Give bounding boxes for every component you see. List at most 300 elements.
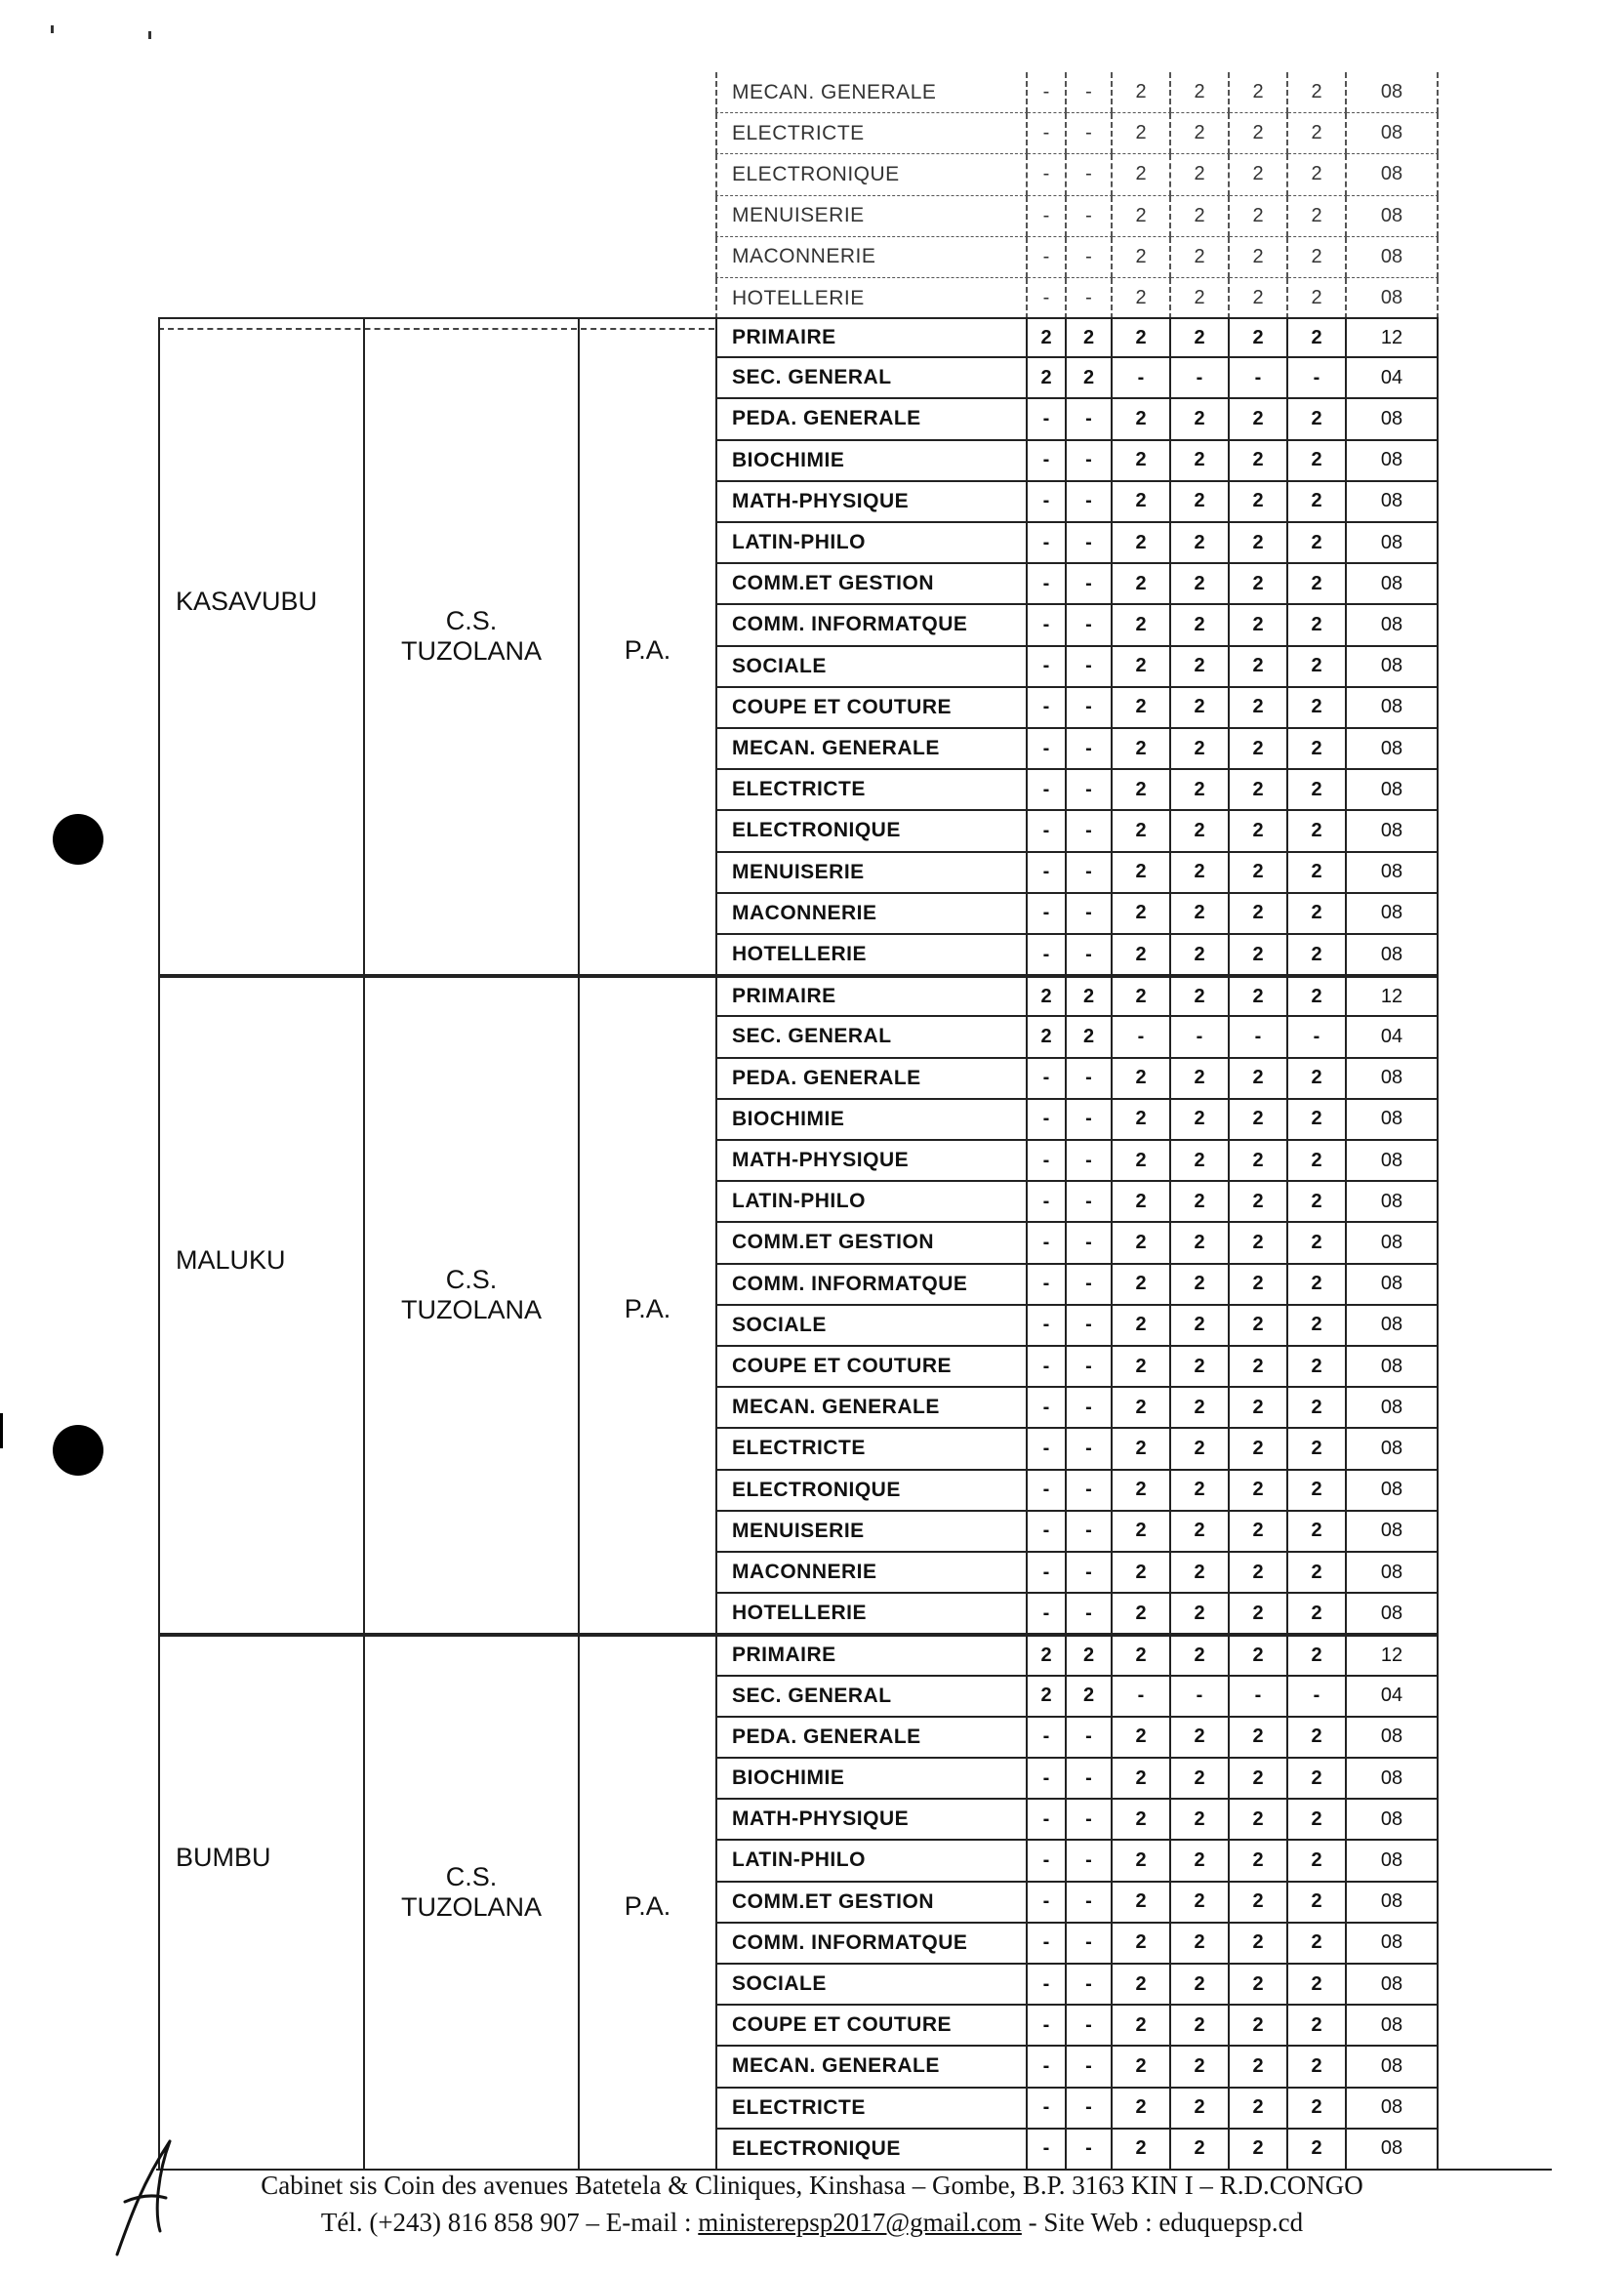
option-name-cell: SOCIALE	[715, 1306, 1028, 1347]
grade-count-cell: -	[1028, 2130, 1067, 2171]
grade-count-cell: 2	[1171, 72, 1230, 113]
grade-count-cell: 2	[1288, 113, 1347, 154]
total-cell: 08	[1347, 1100, 1439, 1141]
grade-count-cell: 2	[1288, 1059, 1347, 1100]
total-cell: 08	[1347, 647, 1439, 688]
grade-count-cell: 2	[1288, 894, 1347, 935]
total-cell: 04	[1347, 358, 1439, 399]
footer-contact	[0, 2208, 1624, 2238]
option-name-cell: MECAN. GENERALE	[715, 1388, 1028, 1429]
grade-count-cell: 2	[1113, 688, 1171, 729]
grade-count-cell: 2	[1113, 482, 1171, 523]
grade-count-cell: -	[1067, 196, 1113, 237]
option-name-cell: MECAN. GENERALE	[715, 729, 1028, 770]
grade-count-cell: -	[1028, 605, 1067, 646]
grade-count-cell: 2	[1113, 2006, 1171, 2047]
grade-count-cell: 2	[1230, 1182, 1288, 1223]
grade-count-cell: 2	[1288, 441, 1347, 482]
grade-count-cell: 2	[1171, 1924, 1230, 1965]
total-cell: 08	[1347, 154, 1439, 195]
option-name-cell: COUPE ET COUTURE	[715, 688, 1028, 729]
grade-count-cell: -	[1028, 1759, 1067, 1800]
regime-cell	[578, 317, 715, 976]
grade-count-cell: -	[1028, 72, 1067, 113]
total-cell: 08	[1347, 729, 1439, 770]
grade-count-cell: 2	[1171, 154, 1230, 195]
grade-count-cell: -	[1028, 1223, 1067, 1264]
school-name: C.S. TUZOLANA	[400, 605, 543, 666]
grade-count-cell: -	[1067, 1141, 1113, 1182]
option-name-cell: PRIMAIRE	[715, 1635, 1028, 1676]
grade-count-cell: 2	[1288, 1512, 1347, 1553]
grade-count-cell: -	[1028, 278, 1067, 319]
grade-count-cell: 2	[1113, 72, 1171, 113]
grade-count-cell: -	[1028, 564, 1067, 605]
grade-count-cell: -	[1028, 1141, 1067, 1182]
regime-label: P.A.	[624, 1890, 671, 1921]
grade-count-cell: 2	[1171, 894, 1230, 935]
grade-count-cell: -	[1067, 1553, 1113, 1594]
option-name-cell: MECAN. GENERALE	[715, 2047, 1028, 2088]
option-name-cell: MACONNERIE	[715, 1553, 1028, 1594]
regime-cell	[578, 1635, 715, 2171]
grade-count-cell: -	[1067, 770, 1113, 811]
grade-count-cell: -	[1028, 482, 1067, 523]
grade-count-cell: 2	[1171, 399, 1230, 440]
grade-count-cell: 2	[1113, 976, 1171, 1017]
grade-count-cell: 2	[1288, 1182, 1347, 1223]
option-name-cell: SOCIALE	[715, 1965, 1028, 2006]
footer-contact-prefix: Tél. (+243) 816 858 907 – E-mail :	[320, 2208, 699, 2237]
footer-address: Cabinet sis Coin des avenues Batetela & Cliniques, Kinshasa – Gombe, B.P. 3163 KIN I – R.D.CONGO	[261, 2171, 1363, 2200]
grade-count-cell: 2	[1113, 1100, 1171, 1141]
grade-count-cell: 2	[1230, 1512, 1288, 1553]
total-cell: 08	[1347, 1429, 1439, 1470]
grade-count-cell: -	[1067, 1265, 1113, 1306]
grade-count-cell: 2	[1113, 1965, 1171, 2006]
grade-count-cell: 2	[1230, 770, 1288, 811]
grade-count-cell: -	[1067, 1471, 1113, 1512]
grade-count-cell: 2	[1288, 482, 1347, 523]
grade-count-cell: 2	[1230, 1553, 1288, 1594]
total-cell: 08	[1347, 2089, 1439, 2130]
grade-count-cell: -	[1028, 1265, 1067, 1306]
grade-count-cell: 2	[1230, 154, 1288, 195]
total-cell: 08	[1347, 770, 1439, 811]
total-cell: 08	[1347, 1182, 1439, 1223]
grade-count-cell: 2	[1230, 976, 1288, 1017]
option-name-cell: MENUISERIE	[715, 1512, 1028, 1553]
option-name-cell: MACONNERIE	[715, 894, 1028, 935]
footer-email-link[interactable]: ministerepsp2017@gmail.com	[698, 2208, 1022, 2237]
grade-count-cell: -	[1028, 1471, 1067, 1512]
grade-count-cell: -	[1067, 729, 1113, 770]
total-cell: 12	[1347, 317, 1439, 358]
grade-count-cell: -	[1067, 441, 1113, 482]
grade-count-cell: 2	[1230, 1883, 1288, 1924]
grade-count-cell: -	[1028, 2047, 1067, 2088]
commune-cell	[158, 317, 363, 976]
total-cell: 08	[1347, 1718, 1439, 1759]
option-name-cell: COMM.ET GESTION	[715, 1883, 1028, 1924]
grade-count-cell: 2	[1113, 1141, 1171, 1182]
grade-count-cell: 2	[1288, 399, 1347, 440]
grade-count-cell: 2	[1171, 1429, 1230, 1470]
grade-count-cell: 2	[1288, 523, 1347, 564]
option-name-cell: ELECTRICTE	[715, 770, 1028, 811]
total-cell: 08	[1347, 237, 1439, 278]
grade-count-cell: 2	[1028, 976, 1067, 1017]
grade-count-cell: 2	[1288, 317, 1347, 358]
grade-count-cell: 2	[1230, 2089, 1288, 2130]
total-cell: 08	[1347, 1141, 1439, 1182]
total-cell: 08	[1347, 1347, 1439, 1388]
grade-count-cell: 2	[1288, 2047, 1347, 2088]
grade-count-cell: 2	[1230, 853, 1288, 894]
grade-count-cell: 2	[1230, 894, 1288, 935]
grade-count-cell: 2	[1171, 770, 1230, 811]
grade-count-cell: -	[1067, 1512, 1113, 1553]
option-name-cell: ELECTRICTE	[715, 2089, 1028, 2130]
grade-count-cell: -	[1028, 1306, 1067, 1347]
grade-count-cell: 2	[1288, 647, 1347, 688]
total-cell: 08	[1347, 2006, 1439, 2047]
total-cell: 08	[1347, 1265, 1439, 1306]
total-cell: 08	[1347, 1223, 1439, 1264]
grade-count-cell: -	[1113, 1017, 1171, 1058]
grade-count-cell: -	[1028, 1059, 1067, 1100]
grade-count-cell: 2	[1288, 1718, 1347, 1759]
grade-count-cell: -	[1067, 1883, 1113, 1924]
grade-count-cell: 2	[1171, 1512, 1230, 1553]
grade-count-cell: -	[1067, 2089, 1113, 2130]
grade-count-cell: -	[1067, 688, 1113, 729]
grade-count-cell: 2	[1230, 1594, 1288, 1635]
total-cell: 08	[1347, 811, 1439, 852]
grade-count-cell: -	[1230, 358, 1288, 399]
grade-count-cell: -	[1028, 1388, 1067, 1429]
grade-count-cell: 2	[1171, 1759, 1230, 1800]
option-name-cell: LATIN-PHILO	[715, 1182, 1028, 1223]
total-cell: 08	[1347, 113, 1439, 154]
grade-count-cell: 2	[1113, 564, 1171, 605]
option-name-cell: COUPE ET COUTURE	[715, 2006, 1028, 2047]
grade-count-cell: 2	[1230, 237, 1288, 278]
grade-count-cell: -	[1028, 1594, 1067, 1635]
grade-count-cell: 2	[1230, 1429, 1288, 1470]
grade-count-cell: 2	[1288, 605, 1347, 646]
grade-count-cell: -	[1028, 935, 1067, 976]
grade-count-cell: 2	[1113, 441, 1171, 482]
grade-count-cell: -	[1230, 1677, 1288, 1718]
regime-label: P.A.	[624, 634, 671, 665]
school-cell	[363, 1635, 578, 2171]
grade-count-cell: 2	[1171, 1471, 1230, 1512]
grade-count-cell: -	[1067, 72, 1113, 113]
grade-count-cell: -	[1028, 770, 1067, 811]
grade-count-cell: 2	[1171, 317, 1230, 358]
option-name-cell: HOTELLERIE	[715, 1594, 1028, 1635]
commune-name: BUMBU	[176, 1842, 271, 1872]
grade-count-cell: 2	[1230, 1347, 1288, 1388]
school-cell	[363, 317, 578, 976]
grade-count-cell: 2	[1288, 976, 1347, 1017]
grade-count-cell: 2	[1288, 935, 1347, 976]
grade-count-cell: -	[1067, 237, 1113, 278]
grade-count-cell: 2	[1171, 1265, 1230, 1306]
grade-count-cell: -	[1067, 523, 1113, 564]
grade-count-cell: 2	[1113, 1265, 1171, 1306]
total-cell: 08	[1347, 935, 1439, 976]
total-cell: 08	[1347, 605, 1439, 646]
option-name-cell: BIOCHIMIE	[715, 441, 1028, 482]
grade-count-cell: 2	[1171, 729, 1230, 770]
grade-count-cell: 2	[1171, 1635, 1230, 1676]
grade-count-cell: 2	[1171, 523, 1230, 564]
grade-count-cell: 2	[1113, 399, 1171, 440]
option-name-cell: ELECTRONIQUE	[715, 811, 1028, 852]
grade-count-cell: 2	[1067, 317, 1113, 358]
total-cell: 08	[1347, 1759, 1439, 1800]
grade-count-cell: -	[1028, 399, 1067, 440]
option-name-cell: ELECTRICTE	[715, 113, 1028, 154]
grade-count-cell: 2	[1230, 113, 1288, 154]
grade-count-cell: -	[1067, 1223, 1113, 1264]
grade-count-cell: -	[1028, 688, 1067, 729]
option-name-cell: BIOCHIMIE	[715, 1100, 1028, 1141]
grade-count-cell: 2	[1113, 1388, 1171, 1429]
grade-count-cell: 2	[1028, 1635, 1067, 1676]
grade-count-cell: 2	[1067, 358, 1113, 399]
grade-count-cell: 2	[1171, 278, 1230, 319]
punch-hole-mark	[53, 1425, 103, 1476]
total-cell: 08	[1347, 399, 1439, 440]
option-name-cell: SEC. GENERAL	[715, 1677, 1028, 1718]
grade-count-cell: -	[1028, 1429, 1067, 1470]
option-name-cell: HOTELLERIE	[715, 935, 1028, 976]
grade-count-cell: 2	[1230, 1841, 1288, 1882]
grade-count-cell: -	[1067, 1594, 1113, 1635]
grade-count-cell: -	[1028, 196, 1067, 237]
option-name-cell: COMM. INFORMATQUE	[715, 1924, 1028, 1965]
grade-count-cell: 2	[1028, 317, 1067, 358]
grade-count-cell: -	[1113, 1677, 1171, 1718]
grade-count-cell: 2	[1113, 1924, 1171, 1965]
option-name-cell: COMM.ET GESTION	[715, 1223, 1028, 1264]
grade-count-cell: 2	[1171, 688, 1230, 729]
option-name-cell: MACONNERIE	[715, 237, 1028, 278]
commune-name: KASAVUBU	[176, 586, 318, 616]
grade-count-cell: 2	[1230, 1306, 1288, 1347]
grade-count-cell: 2	[1288, 196, 1347, 237]
option-name-cell: PEDA. GENERALE	[715, 399, 1028, 440]
school-name: C.S. TUZOLANA	[400, 1861, 543, 1922]
grade-count-cell: 2	[1113, 894, 1171, 935]
total-cell: 08	[1347, 1059, 1439, 1100]
commune-name: MALUKU	[176, 1244, 286, 1275]
grade-count-cell: 2	[1230, 1223, 1288, 1264]
grade-count-cell: 2	[1113, 1471, 1171, 1512]
option-name-cell: PRIMAIRE	[715, 976, 1028, 1017]
grade-count-cell: 2	[1288, 1141, 1347, 1182]
grade-count-cell: 2	[1171, 1347, 1230, 1388]
grade-count-cell: 2	[1171, 113, 1230, 154]
total-cell: 08	[1347, 196, 1439, 237]
grade-count-cell: 2	[1230, 564, 1288, 605]
grade-count-cell: -	[1028, 1800, 1067, 1841]
school-cell	[363, 976, 578, 1635]
option-name-cell: ELECTRONIQUE	[715, 154, 1028, 195]
school-name: C.S. TUZOLANA	[400, 1264, 543, 1324]
grade-count-cell: 2	[1288, 1635, 1347, 1676]
total-cell: 08	[1347, 278, 1439, 319]
grade-count-cell: 2	[1230, 1965, 1288, 2006]
grade-count-cell: -	[1028, 2006, 1067, 2047]
total-cell: 08	[1347, 523, 1439, 564]
grade-count-cell: -	[1067, 1965, 1113, 2006]
total-cell: 04	[1347, 1677, 1439, 1718]
grade-count-cell: 2	[1171, 1965, 1230, 2006]
grade-count-cell: 2	[1171, 976, 1230, 1017]
regime-cell	[578, 976, 715, 1635]
total-cell: 08	[1347, 1594, 1439, 1635]
grade-count-cell: -	[1288, 1677, 1347, 1718]
grade-count-cell: 2	[1288, 1800, 1347, 1841]
grade-count-cell: 2	[1288, 564, 1347, 605]
option-name-cell: SEC. GENERAL	[715, 1017, 1028, 1058]
grade-count-cell: -	[1067, 1182, 1113, 1223]
grade-count-cell: 2	[1171, 1388, 1230, 1429]
grade-count-cell: 2	[1171, 647, 1230, 688]
grade-count-cell: 2	[1288, 1100, 1347, 1141]
grade-count-cell: 2	[1288, 154, 1347, 195]
grade-count-cell: 2	[1230, 399, 1288, 440]
grade-count-cell: 2	[1171, 605, 1230, 646]
option-name-cell: MATH-PHYSIQUE	[715, 1800, 1028, 1841]
grade-count-cell: 2	[1028, 1017, 1067, 1058]
scan-speck	[51, 25, 54, 33]
grade-count-cell: 2	[1288, 237, 1347, 278]
total-cell: 08	[1347, 441, 1439, 482]
grade-count-cell: 2	[1171, 811, 1230, 852]
total-cell: 08	[1347, 1800, 1439, 1841]
grade-count-cell: 2	[1288, 1594, 1347, 1635]
grade-count-cell: 2	[1171, 1594, 1230, 1635]
option-name-cell: COMM. INFORMATQUE	[715, 605, 1028, 646]
grade-count-cell: -	[1028, 441, 1067, 482]
grade-count-cell: 2	[1230, 1759, 1288, 1800]
grade-count-cell: 2	[1113, 113, 1171, 154]
total-cell: 08	[1347, 482, 1439, 523]
grade-count-cell: 2	[1288, 1347, 1347, 1388]
grade-count-cell: 2	[1288, 1965, 1347, 2006]
grade-count-cell: 2	[1171, 1883, 1230, 1924]
grade-count-cell: 2	[1067, 1635, 1113, 1676]
grade-count-cell: 2	[1230, 2130, 1288, 2171]
option-name-cell: MECAN. GENERALE	[715, 72, 1028, 113]
grade-count-cell: 2	[1230, 1141, 1288, 1182]
grade-count-cell: -	[1067, 647, 1113, 688]
grade-count-cell: 2	[1113, 605, 1171, 646]
grade-count-cell: 2	[1113, 2130, 1171, 2171]
grade-count-cell: 2	[1113, 237, 1171, 278]
grade-count-cell: -	[1067, 113, 1113, 154]
grade-count-cell: 2	[1171, 441, 1230, 482]
grade-count-cell: 2	[1171, 1553, 1230, 1594]
grade-count-cell: 2	[1113, 1841, 1171, 1882]
commune-cell	[158, 1635, 363, 2171]
grade-count-cell: 2	[1113, 811, 1171, 852]
scan-speck	[148, 31, 151, 39]
grade-count-cell: -	[1067, 605, 1113, 646]
grade-count-cell: -	[1067, 1429, 1113, 1470]
grade-count-cell: 2	[1171, 1718, 1230, 1759]
grade-count-cell: 2	[1288, 729, 1347, 770]
grade-count-cell: -	[1028, 523, 1067, 564]
grade-count-cell: 2	[1028, 1677, 1067, 1718]
grade-count-cell: 2	[1230, 1635, 1288, 1676]
grade-count-cell: 2	[1288, 2130, 1347, 2171]
grade-count-cell: 2	[1288, 811, 1347, 852]
total-cell: 08	[1347, 688, 1439, 729]
grade-count-cell: -	[1028, 2089, 1067, 2130]
grade-count-cell: 2	[1113, 729, 1171, 770]
grade-count-cell: -	[1067, 1388, 1113, 1429]
grade-count-cell: 2	[1171, 1100, 1230, 1141]
grade-count-cell: -	[1028, 237, 1067, 278]
grade-count-cell: -	[1028, 1182, 1067, 1223]
grade-count-cell: -	[1028, 647, 1067, 688]
grade-count-cell: 2	[1113, 196, 1171, 237]
total-cell: 08	[1347, 564, 1439, 605]
grade-count-cell: 2	[1113, 2047, 1171, 2088]
grade-count-cell: -	[1067, 1841, 1113, 1882]
grade-count-cell: 2	[1113, 278, 1171, 319]
grade-count-cell: 2	[1230, 1388, 1288, 1429]
grade-count-cell: -	[1028, 1965, 1067, 2006]
footer-contact-suffix: - Site Web : eduquepsp.cd	[1021, 2208, 1304, 2237]
grade-count-cell: -	[1230, 1017, 1288, 1058]
grade-count-cell: -	[1028, 1718, 1067, 1759]
grade-count-cell: -	[1028, 811, 1067, 852]
total-cell: 08	[1347, 1306, 1439, 1347]
grade-count-cell: 2	[1288, 278, 1347, 319]
grade-count-cell: 2	[1230, 278, 1288, 319]
option-name-cell: ELECTRICTE	[715, 1429, 1028, 1470]
grade-count-cell: -	[1067, 935, 1113, 976]
grade-count-cell: 2	[1288, 1841, 1347, 1882]
grade-count-cell: 2	[1067, 1017, 1113, 1058]
grade-count-cell: 2	[1230, 196, 1288, 237]
grade-count-cell: 2	[1028, 358, 1067, 399]
grade-count-cell: 2	[1230, 1800, 1288, 1841]
grade-count-cell: 2	[1230, 688, 1288, 729]
grade-count-cell: 2	[1067, 976, 1113, 1017]
grade-count-cell: -	[1028, 113, 1067, 154]
grade-count-cell: -	[1288, 358, 1347, 399]
grade-count-cell: -	[1028, 1841, 1067, 1882]
grade-count-cell: 2	[1113, 1429, 1171, 1470]
commune-cell	[158, 976, 363, 1635]
grade-count-cell: 2	[1288, 1223, 1347, 1264]
grade-count-cell: 2	[1113, 1182, 1171, 1223]
grade-count-cell: -	[1067, 2047, 1113, 2088]
grade-count-cell: 2	[1230, 317, 1288, 358]
option-name-cell: SEC. GENERAL	[715, 358, 1028, 399]
grade-count-cell: -	[1067, 2006, 1113, 2047]
grade-count-cell: -	[1067, 2130, 1113, 2171]
grade-count-cell: 2	[1171, 935, 1230, 976]
